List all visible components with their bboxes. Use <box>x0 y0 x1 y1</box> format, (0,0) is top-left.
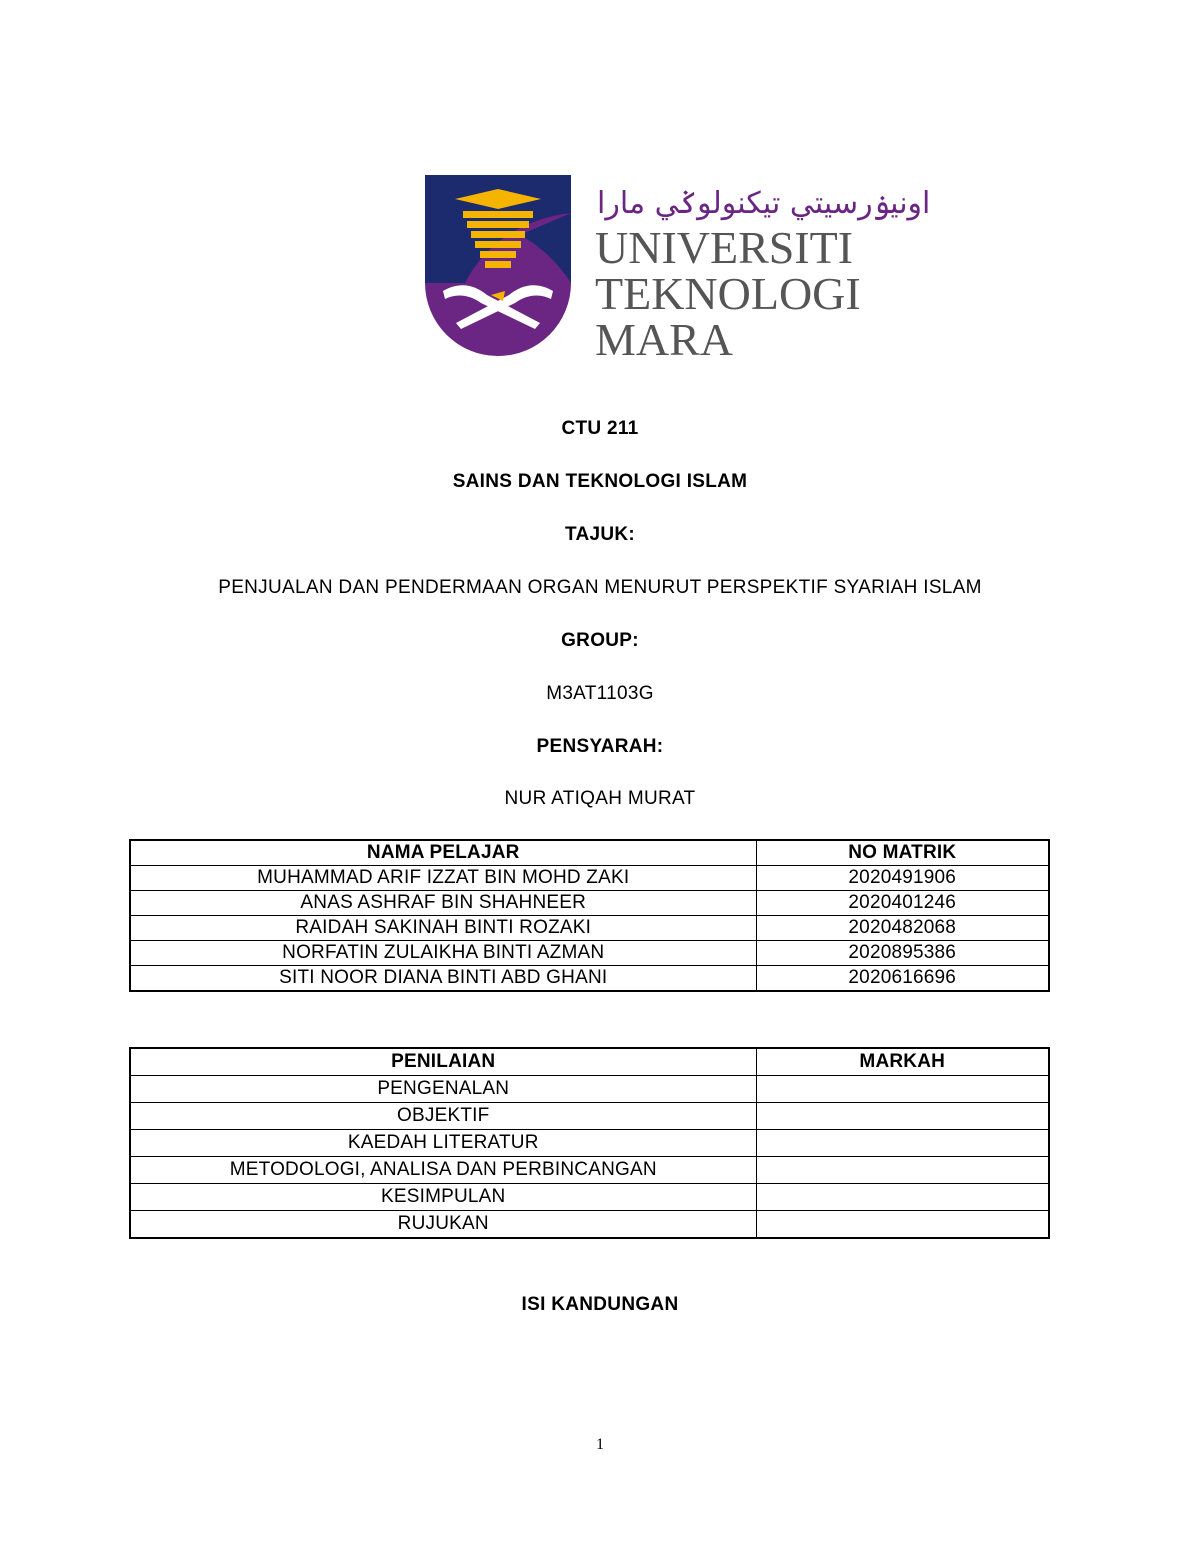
marks-cell <box>756 1130 1049 1157</box>
matric-no: 2020895386 <box>756 941 1049 966</box>
student-name: ANAS ASHRAF BIN SHAHNEER <box>130 891 756 916</box>
assessment-item: RUJUKAN <box>130 1211 756 1239</box>
marks-cell <box>756 1157 1049 1184</box>
table-row <box>130 1184 1049 1211</box>
table-row <box>130 1211 1049 1239</box>
table-row <box>130 1157 1049 1184</box>
assessment-item: METODOLOGI, ANALISA DAN PERBINCANGAN <box>130 1157 756 1184</box>
group-value: M3AT1103G <box>546 683 654 704</box>
course-name: SAINS DAN TEKNOLOGI ISLAM <box>452 471 748 492</box>
assessment-item: PENGENALAN <box>130 1076 756 1103</box>
header-student-name: NAMA PELAJAR <box>130 840 756 866</box>
title-value: PENJUALAN DAN PENDERMAAN ORGAN MENURUT PERSPEKTIF SYARIAH ISLAM <box>218 577 982 598</box>
table-row <box>130 1103 1049 1130</box>
header-matric-no: NO MATRIK <box>756 840 1049 866</box>
assessment-item: KAEDAH LITERATUR <box>130 1130 756 1157</box>
logo-jawi-text: اونيۏرسيتي تيکنولوݢي مارا <box>597 186 931 221</box>
logo-line-1: UNIVERSITI <box>595 222 854 273</box>
table-row <box>130 966 1049 992</box>
marks-cell <box>756 1184 1049 1211</box>
student-name: MUHAMMAD ARIF IZZAT BIN MOHD ZAKI <box>130 866 756 891</box>
marks-cell <box>756 1076 1049 1103</box>
marks-cell <box>756 1103 1049 1130</box>
lecturer-label: PENSYARAH: <box>536 736 664 757</box>
assessment-table <box>129 1047 1050 1239</box>
table-row <box>130 866 1049 891</box>
course-code: CTU 211 <box>561 418 639 439</box>
table-header-row <box>130 840 1049 866</box>
assessment-item: OBJEKTIF <box>130 1103 756 1130</box>
logo-line-3: MARA <box>595 314 734 365</box>
table-header-row <box>130 1048 1049 1076</box>
header-marks: MARKAH <box>756 1048 1049 1076</box>
lecturer-value: NUR ATIQAH MURAT <box>504 788 696 809</box>
uitm-crest-icon <box>425 173 931 365</box>
logo-line-2: TEKNOLOGI <box>595 268 861 319</box>
marks-cell <box>756 1211 1049 1239</box>
student-name: RAIDAH SAKINAH BINTI ROZAKI <box>130 916 756 941</box>
students-table <box>129 839 1050 992</box>
student-name: SITI NOOR DIANA BINTI ABD GHANI <box>130 966 756 992</box>
table-row <box>130 891 1049 916</box>
title-label: TAJUK: <box>564 524 636 545</box>
table-row <box>130 916 1049 941</box>
assessment-item: KESIMPULAN <box>130 1184 756 1211</box>
group-label: GROUP: <box>561 630 639 651</box>
university-logo <box>425 173 931 365</box>
matric-no: 2020616696 <box>756 966 1049 992</box>
matric-no: 2020482068 <box>756 916 1049 941</box>
header-assessment: PENILAIAN <box>130 1048 756 1076</box>
matric-no: 2020401246 <box>756 891 1049 916</box>
page-number: 1 <box>596 1436 604 1453</box>
table-row <box>130 1130 1049 1157</box>
table-row <box>130 941 1049 966</box>
table-row <box>130 1076 1049 1103</box>
matric-no: 2020491906 <box>756 866 1049 891</box>
toc-heading: ISI KANDUNGAN <box>521 1294 679 1315</box>
student-name: NORFATIN ZULAIKHA BINTI AZMAN <box>130 941 756 966</box>
